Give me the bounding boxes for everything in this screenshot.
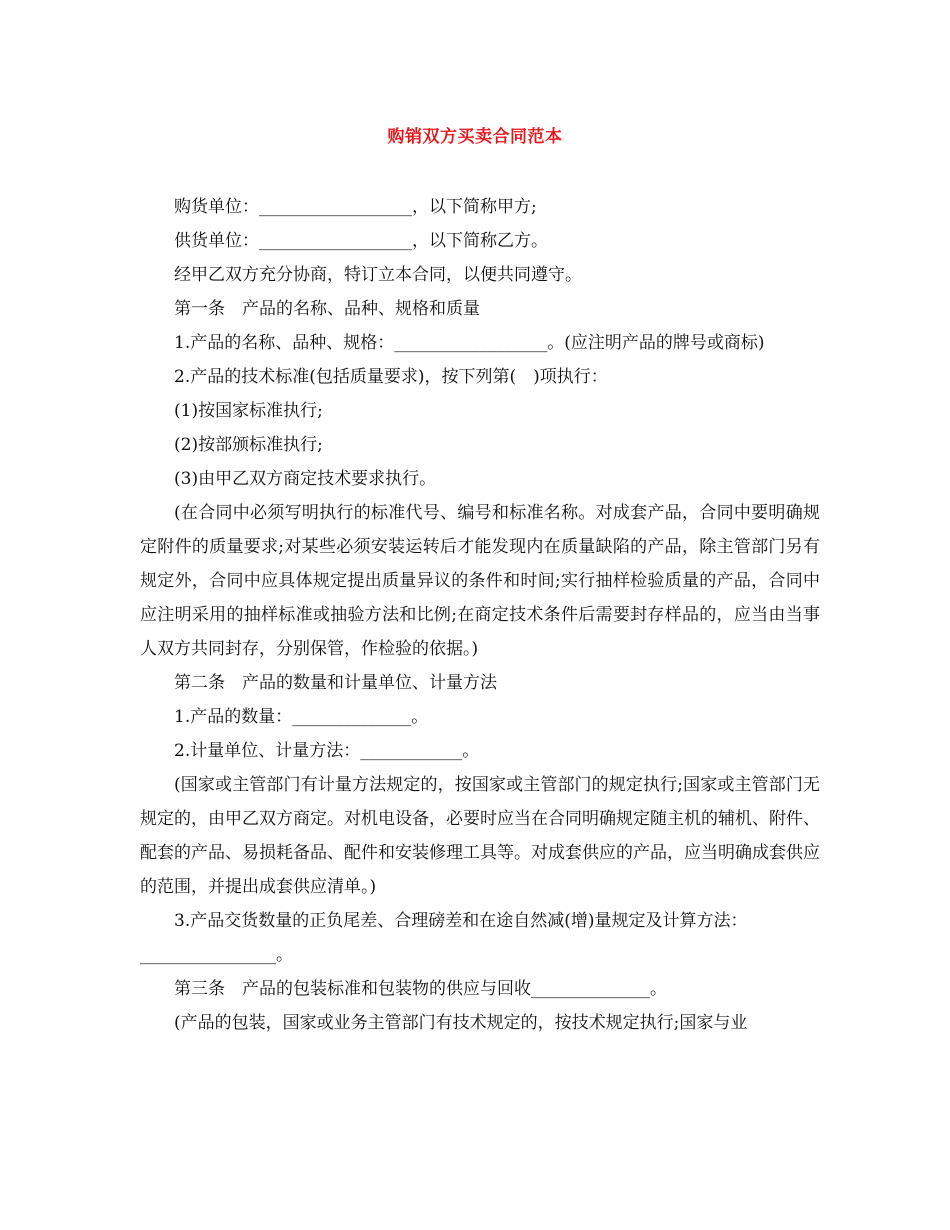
paragraph-buyer: 购货单位：__________________，以下简称甲方; [174,197,537,217]
paragraph-1-2-option-3: (3)由甲乙双方商定技术要求执行。 [174,469,437,489]
paragraph-1-2-option-1: (1)按国家标准执行; [174,401,323,421]
paragraph-2-note: (国家或主管部门有计量方法规定的，按国家或主管部门的规定执行;国家或主管部门无规定的，由甲乙双方商定。对机电设备，必要时应当在合同明确规定随主机的辅机、附件、配套的产品、易损耗备品、配件和安装修理工具等。对成套供应的产品，应当明确成套供应的范围，并提出成套供应清单。) [140,775,820,897]
paragraph-1-note: (在合同中必须写明执行的标准代号、编号和标准名称。对成套产品，合同中要明确规定附件的质量要求;对某些必须安装运转后才能发现内在质量缺陷的产品，除主管部门另有规定外，合同中应具体规定提出质量异议的条件和时间;实行抽样检验质量的产品，合同中应注明采用的抽样标准或抽验方法和比例;在商定技术条件后需要封存样品的，应当由当事人双方共同封存，分别保管，作检验的依据。) [140,503,820,659]
paragraph-2-3: 3.产品交货数量的正负尾差、合理磅差和在途自然减(增)量规定及计算方法： [174,911,748,931]
paragraph-2-1: 1.产品的数量：______________。 [174,707,429,727]
document-title: 购销双方买卖合同范本 [387,127,563,147]
article-3-heading: 第三条 产品的包装标准和包装物的供应与回收______________。 [174,979,667,999]
paragraph-1-2-option-2: (2)按部颁标准执行; [174,435,323,455]
paragraph-3-note: (产品的包装，国家或业务主管部门有技术规定的，按技术规定执行;国家与业 [174,1013,748,1033]
paragraph-agreement: 经甲乙双方充分协商，特订立本合同，以便共同遵守。 [174,265,582,285]
paragraph-2-2: 2.计量单位、计量方法：____________。 [174,741,480,761]
document-body [140,190,820,1040]
paragraph-1-2: 2.产品的技术标准(包括质量要求)，按下列第( )项执行： [174,367,608,387]
paragraph-2-3-blank: ________________。 [140,945,293,965]
article-2-heading: 第二条 产品的数量和计量单位、计量方法 [174,673,497,693]
article-1-heading: 第一条 产品的名称、品种、规格和质量 [174,299,480,319]
paragraph-1-1: 1.产品的名称、品种、规格：__________________。(应注明产品的牌号或商标) [174,333,765,353]
paragraph-supplier: 供货单位：__________________，以下简称乙方。 [174,231,548,251]
